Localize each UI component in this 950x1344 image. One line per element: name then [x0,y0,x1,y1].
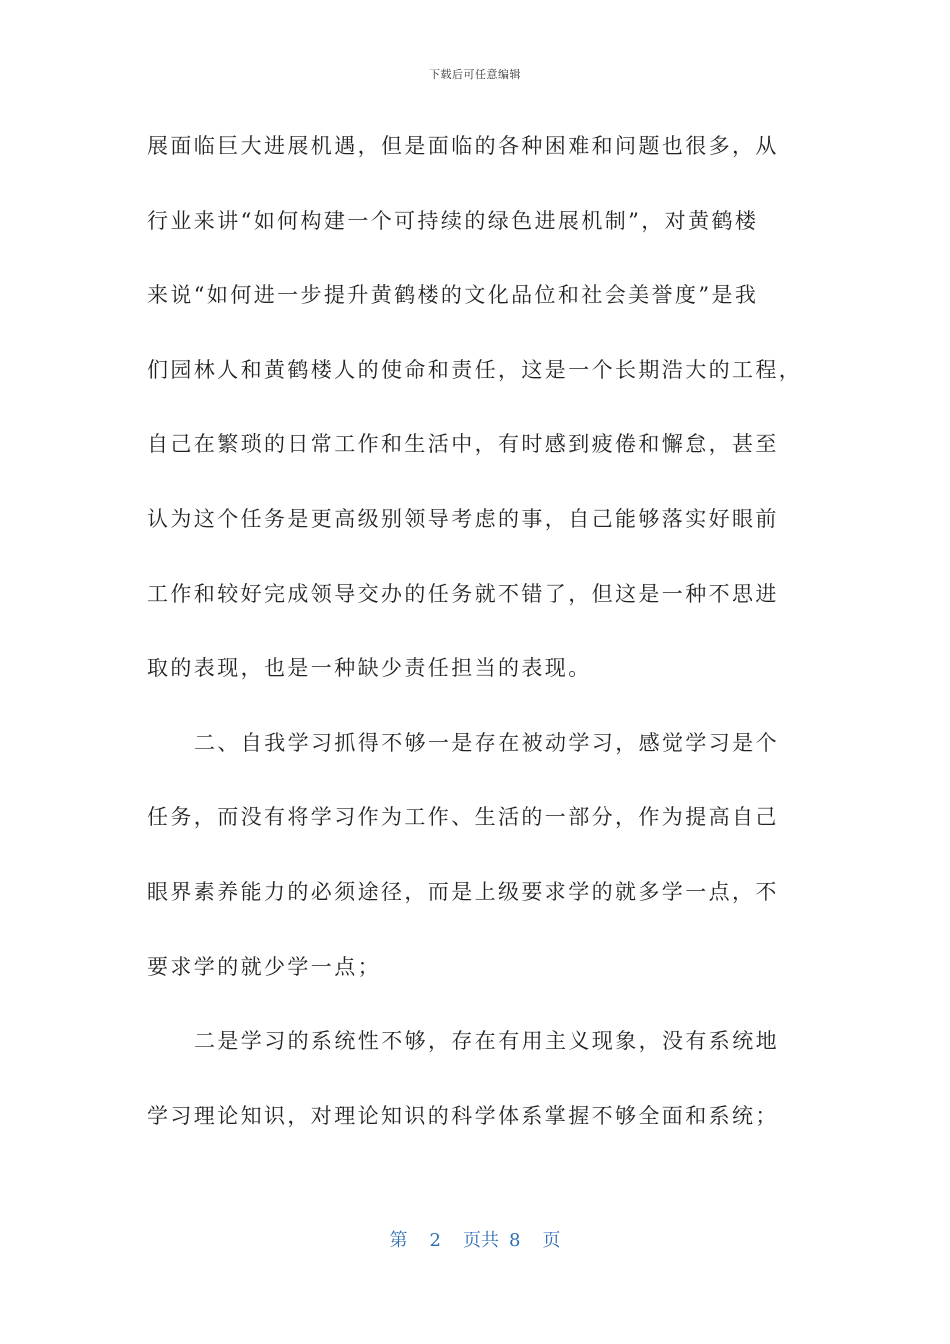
text-line-8: 取的表现，也是一种缺少责任担当的表现。 [147,656,592,681]
text-line-10: 任务，而没有将学习作为工作、生活的一部分，作为提高自己 [147,805,779,830]
page-header-note: 下载后可任意编辑 [429,68,521,81]
footer-suffix: 页 [542,1230,561,1251]
text-line-1: 展面临巨大进展机遇，但是面临的各种困难和问题也很多，从 [147,134,779,158]
text-line-2: 行业来讲“如何构建一个可持续的绿色进展机制”，对黄鹤楼 [147,208,759,233]
text-line-3: 来说“如何进一步提升黄鹤楼的文化品位和社会美誉度”是我 [147,283,759,308]
text-line-12: 要求学的就少学一点； [147,954,381,979]
text-line-13: 二是学习的系统性不够，存在有用主义现象，没有系统地 [194,1029,779,1054]
text-line-14: 学习理论知识，对理论知识的科学体系掌握不够全面和系统； [147,1103,779,1128]
text-line-7: 工作和较好完成领导交办的任务就不错了，但这是一种不思进 [147,581,779,606]
text-line-4: 们园林人和黄鹤楼人的使命和责任，这是一个长期浩大的工程， [147,357,803,382]
footer-prefix: 第 [389,1230,408,1251]
footer-current-page: 2 [429,1230,441,1251]
text-line-6: 认为这个任务是更高级别领导考虑的事，自己能够落实好眼前 [147,506,779,531]
text-line-9: 二、自我学习抓得不够一是存在被动学习，感觉学习是个 [194,730,779,755]
document-body [147,124,827,1168]
page-footer [0,1226,950,1252]
text-line-5: 自己在繁琐的日常工作和生活中，有时感到疲倦和懈怠，甚至 [147,432,779,457]
footer-total-pages: 8 [509,1230,521,1251]
footer-middle: 页共 [463,1230,499,1251]
text-line-11: 眼界素养能力的必须途径，而是上级要求学的就多学一点，不 [147,879,779,904]
